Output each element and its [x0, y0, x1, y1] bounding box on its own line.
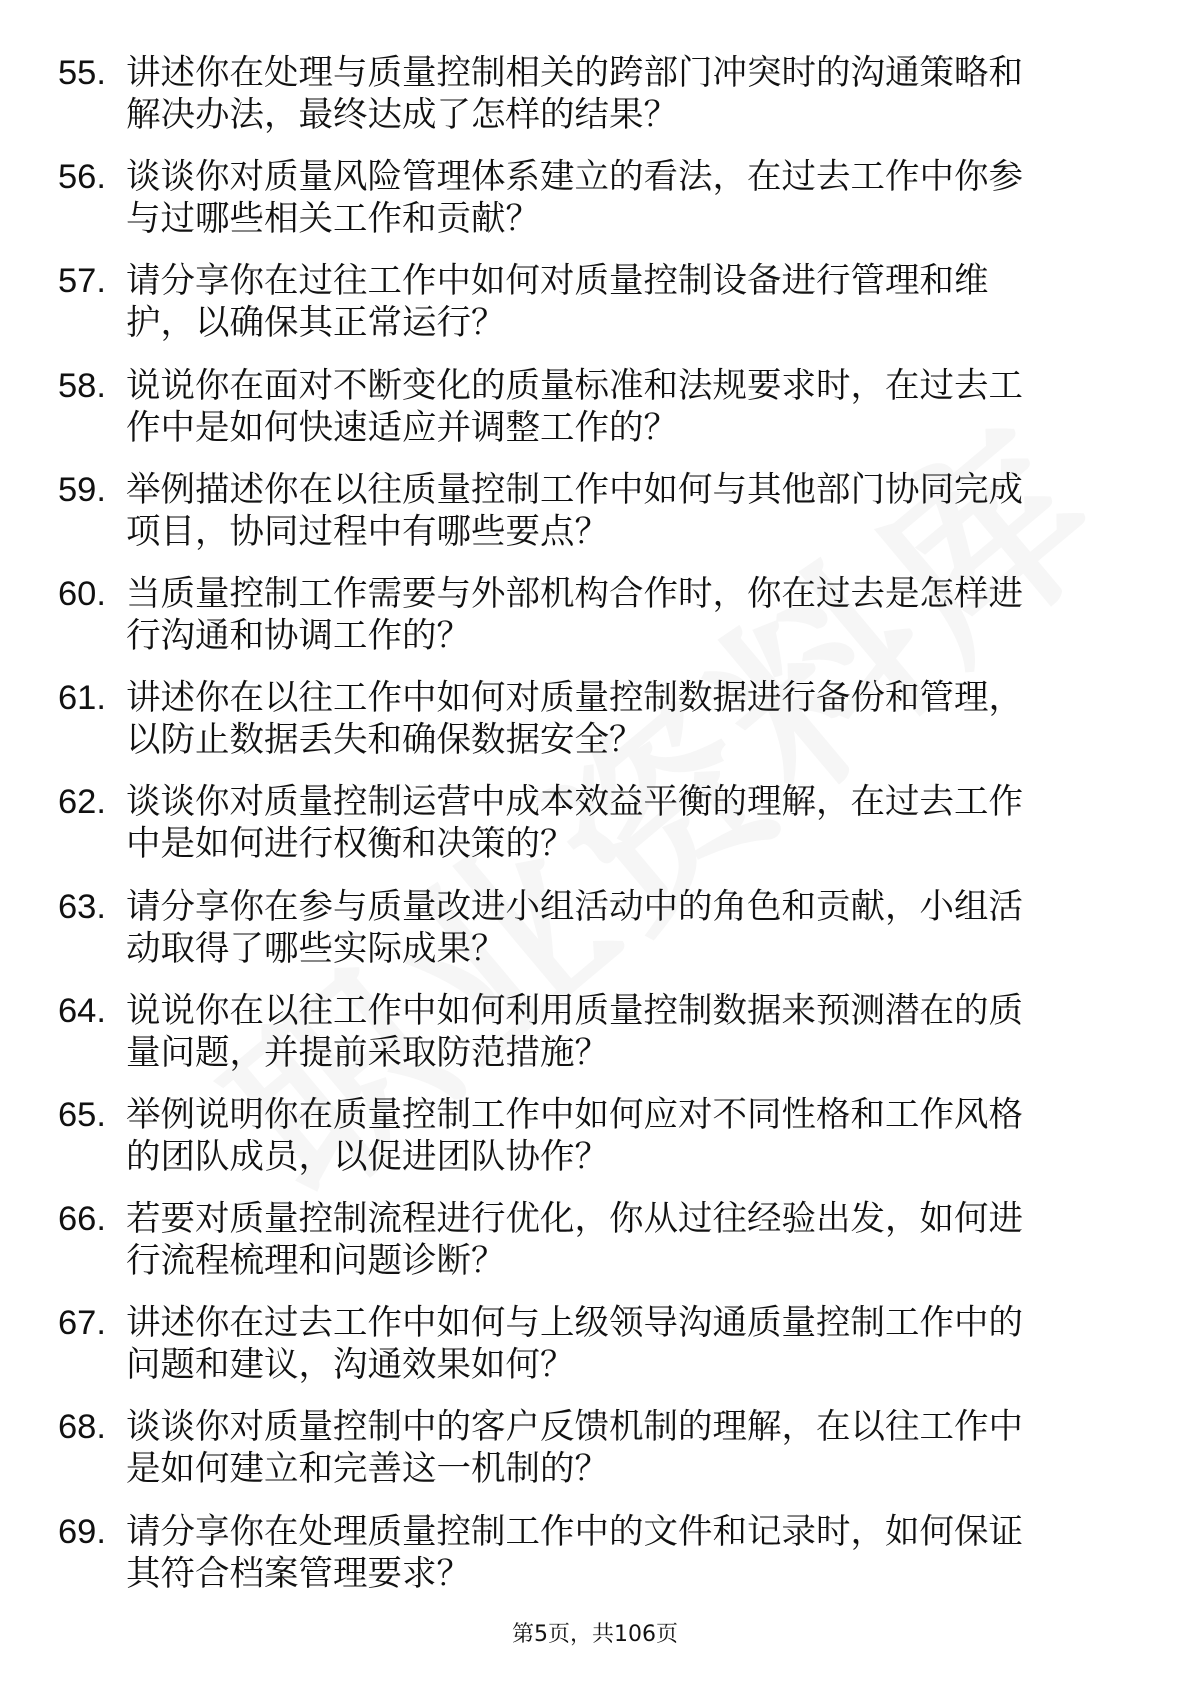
question-item [58, 52, 1118, 156]
question-item [58, 1302, 1118, 1406]
question-number: 68. [58, 1408, 106, 1447]
question-text: 讲述你在过去工作中如何与上级领导沟通质量控制工作中的问题和建议，沟通效果如何？ [126, 1303, 1023, 1386]
question-number: 57. [58, 262, 106, 301]
question-text: 请分享你在参与质量改进小组活动中的角色和贡献，小组活动取得了哪些实际成果？ [126, 886, 1023, 969]
question-text: 请分享你在处理质量控制工作中的文件和记录时，如何保证其符合档案管理要求？ [126, 1511, 1023, 1594]
question-number: 60. [58, 574, 106, 613]
question-item [58, 677, 1118, 781]
question-text: 讲述你在处理与质量控制相关的跨部门冲突时的沟通策略和解决办法，最终达成了怎样的结果？ [126, 53, 1023, 135]
question-item [58, 260, 1118, 364]
question-text: 说说你在以往工作中如何利用质量控制数据来预测潜在的质量问题，并提前采取防范措施？ [126, 990, 1023, 1073]
question-text: 谈谈你对质量控制中的客户反馈机制的理解，在以往工作中是如何建立和完善这一机制的？ [126, 1407, 1023, 1490]
question-text: 举例描述你在以往质量控制工作中如何与其他部门协同完成项目，协同过程中有哪些要点？ [126, 469, 1023, 552]
question-number: 61. [58, 679, 106, 718]
question-text: 说说你在面对不断变化的质量标准和法规要求时，在过去工作中是如何快速适应并调整工作的？ [126, 365, 1023, 448]
question-item [58, 886, 1118, 990]
question-text: 当质量控制工作需要与外部机构合作时，你在过去是怎样进行沟通和协调工作的？ [126, 573, 1023, 656]
question-text: 谈谈你对质量控制运营中成本效益平衡的理解，在过去工作中是如何进行权衡和决策的？ [126, 782, 1023, 865]
question-number: 56. [58, 158, 106, 197]
question-number: 62. [58, 783, 106, 822]
page-footer: 第5页，共106页 [512, 1622, 678, 1647]
question-text: 若要对质量控制流程进行优化，你从过往经验出发，如何进行流程梳理和问题诊断？ [126, 1199, 1023, 1282]
question-number: 65. [58, 1095, 106, 1134]
question-item [58, 156, 1118, 260]
question-item [58, 365, 1118, 469]
question-text: 讲述你在以往工作中如何对质量控制数据进行备份和管理，以防止数据丢失和确保数据安全？ [126, 678, 1023, 761]
question-number: 59. [58, 470, 106, 509]
question-item [58, 1511, 1118, 1615]
question-number: 69. [58, 1512, 106, 1551]
question-number: 67. [58, 1304, 106, 1343]
question-text: 举例说明你在质量控制工作中如何应对不同性格和工作风格的团队成员，以促进团队协作？ [126, 1094, 1023, 1177]
question-item [58, 1406, 1118, 1510]
question-number: 58. [58, 366, 106, 405]
question-item [58, 781, 1118, 885]
question-item [58, 1094, 1118, 1198]
question-item [58, 469, 1118, 573]
question-number: 66. [58, 1200, 106, 1239]
question-text: 请分享你在过往工作中如何对质量控制设备进行管理和维护，以确保其正常运行？ [126, 261, 989, 344]
question-text: 谈谈你对质量风险管理体系建立的看法，在过去工作中你参与过哪些相关工作和贡献？ [126, 157, 1023, 240]
question-list [58, 52, 1118, 1615]
question-number: 63. [58, 887, 106, 926]
question-item [58, 990, 1118, 1094]
question-number: 55. [58, 54, 106, 92]
question-number: 64. [58, 991, 106, 1030]
question-item [58, 1198, 1118, 1302]
question-item [58, 573, 1118, 677]
